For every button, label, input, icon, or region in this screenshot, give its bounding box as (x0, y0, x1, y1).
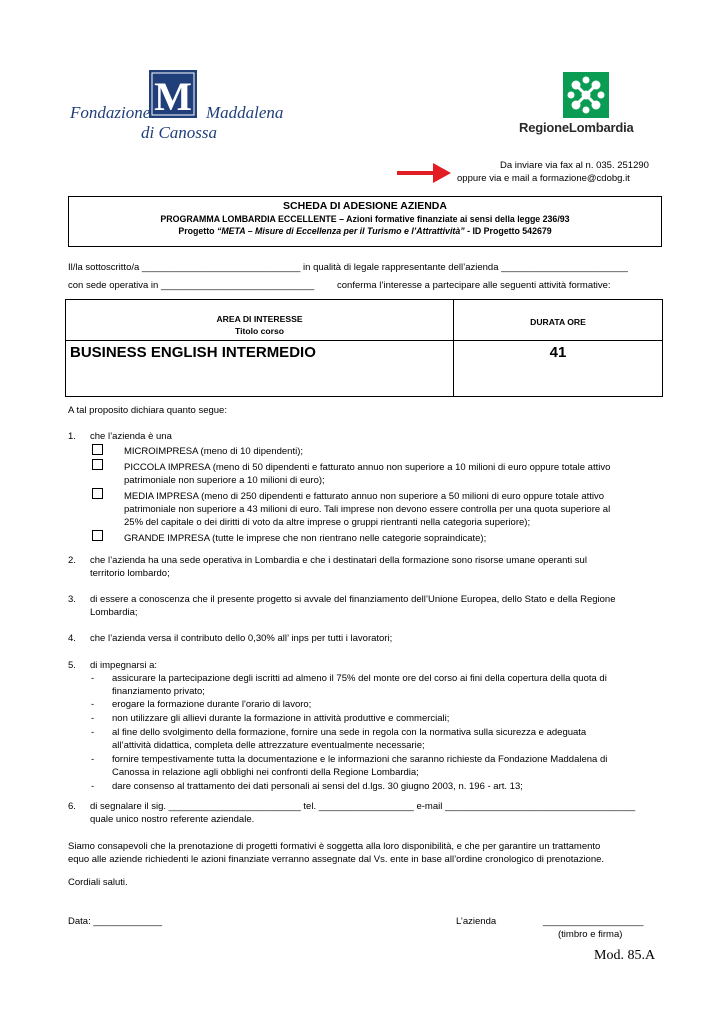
conferma-line: conferma l’interesse a partecipare alle seguenti attività formative: (337, 280, 611, 291)
item-6-line-1: di segnalare il sig. _________________________ tel. __________________ e-mail ____________________________________ (90, 801, 636, 812)
item-3-line-1: di essere a conoscenza che il presente progetto si avvale del finanziamento dell’Unione Europea, dello Stato e della Regione (90, 594, 616, 605)
data-field: Data: _____________ (68, 916, 163, 927)
closing-paragraph-line-2: equo alle aziende richiedenti le azioni finanziate verranno assegnate dal Vs. ente in base all’ordine cronologico di prenotazione. (68, 854, 605, 865)
signature-line: ___________________ (543, 916, 644, 927)
durata-ore-header: DURATA ORE (530, 317, 586, 327)
item-1-text: che l’azienda è una (90, 431, 172, 442)
microimpresa-checkbox[interactable] (92, 444, 103, 455)
bullet-5-line-1: fornire tempestivamente tutta la documentazione e le informazioni che saranno richieste da Fondazione Maddalena di (112, 754, 608, 765)
item-6-number: 6. (68, 801, 76, 812)
bullet-dash: - (91, 699, 95, 710)
item-4-line-1: che l’azienda versa il contributo dello 0,30% all’ inps per tutti i lavoratori; (90, 633, 393, 644)
media-impresa-checkbox[interactable] (92, 488, 103, 499)
title-box (68, 196, 662, 247)
bullet-dash: - (91, 713, 95, 724)
item-3-number: 3. (68, 594, 76, 605)
piccola-impresa-checkbox[interactable] (92, 459, 103, 470)
bullet-dash: - (91, 781, 95, 792)
send-fax-line: Da inviare via fax al n. 035. 251290 (500, 160, 649, 171)
item-2-line-1: che l’azienda ha una sede operativa in Lombardia e che i destinatari della formazione sono risorse umane operanti sul (90, 555, 587, 566)
bullet-6: dare consenso al trattamento dei dati personali ai sensi del d.lgs. 30 giugno 2003, n. 196 - art. 13; (112, 781, 523, 792)
course-table (65, 299, 663, 397)
item-3-line-2: Lombardia; (90, 607, 138, 618)
regione-lombardia-wordmark: RegioneLombardia (519, 120, 634, 135)
form-title: SCHEDA DI ADESIONE AZIENDA (283, 200, 447, 212)
closing-paragraph-line-1: Siamo consapevoli che la prenotazione di progetti formativi è soggetta alla loro disponibilità, e che per garantire un trattamento (68, 841, 601, 852)
fondazione-m-icon (149, 70, 197, 118)
rosa-camuna-icon (563, 72, 609, 118)
area-interesse-header: AREA DI INTERESSE (216, 314, 303, 324)
module-code: Mod. 85.A (594, 948, 656, 963)
azienda-label: L’azienda (456, 916, 497, 927)
piccola-impresa-label-1: PICCOLA IMPRESA (meno di 50 dipendenti e fatturato annuo non superiore a 10 milioni di euro oppure totale attivo (124, 462, 611, 473)
item-5-line-1: di impegnarsi a: (90, 660, 158, 671)
grande-impresa-checkbox[interactable] (92, 530, 103, 541)
cordiali-saluti: Cordiali saluti. (68, 877, 128, 888)
svg-text:M: M (154, 74, 192, 118)
bullet-4-line-2: all’attività didattica, completa delle attrezzature eventualmente necessarie; (112, 740, 425, 751)
item-6-line-2: quale unico nostro referente aziendale. (90, 814, 255, 825)
item-2-line-2: territorio lombardo; (90, 568, 170, 579)
table-divider-horizontal (66, 340, 662, 341)
titolo-corso-header: Titolo corso (234, 326, 285, 336)
bullet-dash: - (91, 754, 95, 765)
bullet-4-line-1: al fine dello svolgimento della formazione, fornire una sede in regola con la normativa sulla sicurezza e adeguata (112, 727, 587, 738)
fondazione-logo-mark (149, 70, 197, 118)
bullet-2: erogare la formazione durante l'orario di lavoro; (112, 699, 312, 710)
course-title: BUSINESS ENGLISH INTERMEDIO (70, 344, 316, 361)
media-impresa-label-1: MEDIA IMPRESA (meno di 250 dipendenti e fatturato annuo non superiore a 50 milioni di euro oppure totale attivo (124, 491, 605, 502)
sede-operativa-line: con sede operativa in _____________________________ (68, 280, 315, 291)
grande-impresa-label: GRANDE IMPRESA (tutte le imprese che non rientrano nelle categorie sopraindicate); (124, 533, 487, 544)
red-arrow-icon (397, 160, 453, 186)
bullet-5-line-2: Canossa in relazione agli obblighi nei confronti della Regione Lombardia; (112, 767, 419, 778)
item-4-number: 4. (68, 633, 76, 644)
item-1-number: 1. (68, 431, 76, 442)
bullet-1-line-1: assicurare la partecipazione degli iscritti ad almeno il 75% del monte ore del corso ai fini della copertura della quota di (112, 673, 607, 684)
item-2-number: 2. (68, 555, 76, 566)
microimpresa-label: MICROIMPRESA (meno di 10 dipendenti); (124, 446, 303, 457)
sottoscritto-line: Il/la sottoscritto/a ______________________________ in qualità di legale rappresentante dell’azienda ________________________ (68, 262, 628, 273)
bullet-dash: - (91, 727, 95, 738)
media-impresa-label-3: 25% del capitale o dei diritti di voto da altre imprese o gruppi rientranti nella categoria superiore); (124, 517, 531, 528)
fondazione-text-right: Maddalena (206, 103, 284, 122)
fondazione-text-left: Fondazione (70, 103, 151, 122)
declaration-intro: A tal proposito dichiara quanto segue: (68, 405, 227, 416)
regione-lombardia-logo-mark (563, 72, 609, 118)
item-5-number: 5. (68, 660, 76, 671)
media-impresa-label-2: patrimoniale non superiore a 43 milioni di euro. Tali imprese non devono essere controlla per una quota superiore al (124, 504, 611, 515)
fondazione-text-bottom: di Canossa (141, 123, 218, 142)
programma-line: PROGRAMMA LOMBARDIA ECCELLENTE – Azioni formative finanziate ai sensi della legge 236/93 (160, 214, 570, 224)
progetto-line: Progetto “META – Misure di Eccellenza per il Turismo e l’Attrattività” - ID Progetto 542679 (178, 226, 552, 236)
bullet-dash: - (91, 673, 95, 684)
bullet-3: non utilizzare gli allievi durante la formazione in attività produttive e commerciali; (112, 713, 450, 724)
course-hours: 41 (549, 344, 567, 361)
timbro-e-firma-label: (timbro e firma) (558, 929, 623, 940)
send-email-line: oppure via e mail a formazione@cdobg.it (457, 173, 630, 184)
bullet-1-line-2: finanziamento privato; (112, 686, 205, 697)
piccola-impresa-label-2: patrimoniale non superiore a 10 milioni di euro); (124, 475, 325, 486)
